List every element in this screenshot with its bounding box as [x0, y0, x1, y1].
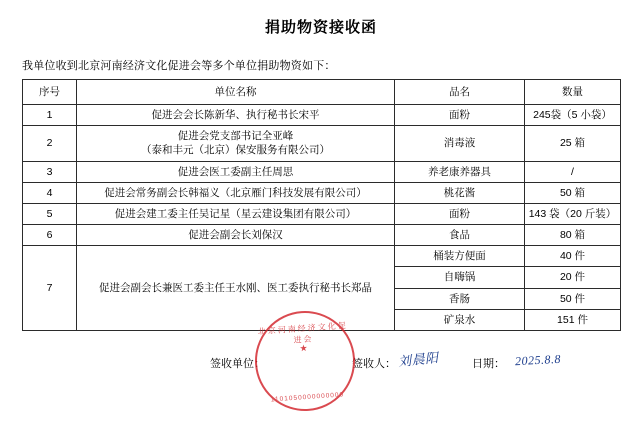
cell-unit-name: 促进会常务副会长韩福义（北京雁门科技发展有限公司）	[77, 182, 395, 203]
cell-item-name: 自嗨锅	[395, 267, 525, 288]
document-page	[0, 16, 642, 424]
table-row	[23, 161, 621, 182]
sign-unit-label: 签收单位：	[210, 357, 265, 370]
table-row	[23, 246, 621, 267]
column-header-qty: 数量	[525, 80, 621, 105]
table-row	[23, 126, 621, 161]
cell-unit-name: 促进会医工委副主任周思	[77, 161, 395, 182]
cell-quantity: 40 件	[525, 246, 621, 267]
seal-star-icon: ★	[299, 342, 309, 354]
table-header-row	[23, 80, 621, 105]
cell-item-name: 面粉	[395, 105, 525, 126]
seal-bottom-text: 1101050000000000	[270, 391, 345, 404]
table-row	[23, 225, 621, 246]
cell-unit-name: 促进会副会长刘保汉	[77, 225, 395, 246]
handwritten-date: 2025.8.8	[514, 351, 562, 369]
cell-item-name: 桃花酱	[395, 182, 525, 203]
cell-unit-name: 促进会党支部书记全亚峰 （泰和丰元（北京）保安服务有限公司）	[77, 126, 395, 161]
cell-row-number: 4	[23, 182, 77, 203]
cell-row-number: 6	[23, 225, 77, 246]
cell-item-name: 养老康养器具	[395, 161, 525, 182]
intro-text: 我单位收到北京河南经济文化促进会等多个单位捐助物资如下：	[22, 60, 336, 72]
cell-quantity: 50 件	[525, 288, 621, 309]
signature-area	[0, 320, 642, 411]
sign-date-label: 日期：	[472, 357, 505, 370]
cell-row-number: 1	[23, 105, 77, 126]
cell-unit-name: 促进会会长陈新华、执行秘书长宋平	[77, 105, 395, 126]
cell-row-number: 3	[23, 161, 77, 182]
column-header-item: 品名	[395, 80, 525, 105]
cell-unit-name: 促进会副会长兼医工委主任王水刚、医工委执行秘书长郑晶	[77, 246, 395, 331]
cell-quantity: 25 箱	[525, 126, 621, 161]
column-header-no: 序号	[23, 80, 77, 105]
seal-top-text: 北京河南经济文化促进会	[257, 320, 348, 345]
table-body	[23, 105, 621, 331]
cell-quantity: 245袋（5 小袋）	[525, 105, 621, 126]
cell-item-name: 香肠	[395, 288, 525, 309]
donation-table	[22, 79, 621, 331]
cell-item-name: 食品	[395, 225, 525, 246]
cell-row-number: 7	[23, 246, 77, 331]
cell-quantity: 20 件	[525, 267, 621, 288]
page-title: 捐助物资接收函	[264, 19, 377, 36]
cell-quantity: 143 袋（20 斤装）	[525, 203, 621, 224]
table-row	[23, 105, 621, 126]
cell-item-name: 消毒液	[395, 126, 525, 161]
cell-item-name: 矿泉水	[395, 309, 525, 330]
cell-item-name: 桶装方便面	[395, 246, 525, 267]
cell-quantity: /	[525, 161, 621, 182]
sign-person-label: 签收人：	[352, 357, 396, 370]
cell-row-number: 2	[23, 126, 77, 161]
cell-quantity: 80 箱	[525, 225, 621, 246]
cell-row-number: 5	[23, 203, 77, 224]
handwritten-signature: 刘晨阳	[397, 349, 440, 369]
cell-quantity: 50 箱	[525, 182, 621, 203]
column-header-name: 单位名称	[77, 80, 395, 105]
cell-unit-name: 促进会建工委主任吴记星（星云建设集团有限公司）	[77, 203, 395, 224]
table-row	[23, 182, 621, 203]
cell-quantity: 151 件	[525, 309, 621, 330]
table-row	[23, 203, 621, 224]
cell-item-name: 面粉	[395, 203, 525, 224]
